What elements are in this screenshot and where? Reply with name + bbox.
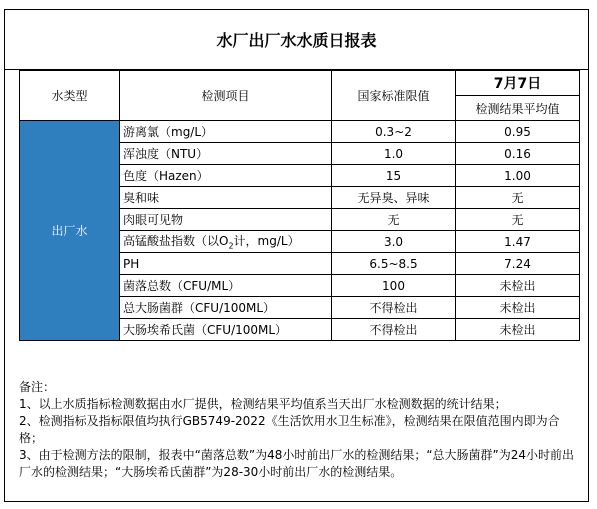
item-text-suffix: 计，mg/L） (233, 234, 300, 249)
item-cell: 游离氯（mg/L） (120, 121, 332, 143)
report-sheet (4, 9, 589, 502)
table-row (20, 121, 580, 143)
item-cell: 臭和味 (120, 187, 332, 209)
item-subscript: 2 (228, 241, 234, 251)
limit-cell: 不得检出 (332, 297, 456, 319)
result-cell: 7.24 (456, 253, 580, 275)
result-cell: 未检出 (456, 275, 580, 297)
water-quality-table (19, 70, 580, 341)
report-title: 水厂出厂水水质日报表 (5, 10, 588, 70)
limit-cell: 3.0 (332, 231, 456, 253)
note-line-2: 2、检测指标及指标限值均执行GB5749-2022《生活饮用水卫生标准》，检测结果在限值范围内即为合格； (19, 414, 560, 445)
item-cell: 菌落总数（CFU/ML） (120, 275, 332, 297)
result-cell: 未检出 (456, 319, 580, 341)
header-test-item: 检测项目 (120, 71, 332, 121)
limit-cell: 0.3~2 (332, 121, 456, 143)
limit-cell: 无异臭、异味 (332, 187, 456, 209)
limit-cell: 不得检出 (332, 319, 456, 341)
item-cell: 大肠埃希氏菌（CFU/100ML） (120, 319, 332, 341)
result-cell: 无 (456, 209, 580, 231)
limit-cell: 无 (332, 209, 456, 231)
item-cell: 总大肠菌群（CFU/100ML） (120, 297, 332, 319)
header-national-limit: 国家标准限值 (332, 71, 456, 121)
limit-cell: 100 (332, 275, 456, 297)
result-cell: 1.00 (456, 165, 580, 187)
header-result-average: 检测结果平均值 (456, 96, 580, 121)
item-cell: 肉眼可见物 (120, 209, 332, 231)
item-cell: 浑浊度（NTU） (120, 143, 332, 165)
limit-cell: 6.5~8.5 (332, 253, 456, 275)
result-cell: 无 (456, 187, 580, 209)
water-type-cell: 出厂水 (20, 121, 120, 341)
item-cell: PH (120, 253, 332, 275)
limit-cell: 15 (332, 165, 456, 187)
notes-section (19, 379, 579, 481)
item-text-prefix: 高锰酸盐指数（以O (123, 234, 229, 249)
header-date: 7月7日 (456, 71, 580, 96)
limit-cell: 1.0 (332, 143, 456, 165)
result-cell: 0.16 (456, 143, 580, 165)
result-cell: 未检出 (456, 297, 580, 319)
header-water-type: 水类型 (20, 71, 120, 121)
item-cell: 色度（Hazen） (120, 165, 332, 187)
note-line-3: 3、由于检测方法的限制，报表中“菌落总数”为48小时前出厂水的检测结果；“总大肠菌群”为24小时前出厂水的检测结果；“大肠埃希氏菌群”为28-30小时前出厂水的检测结果。 (19, 448, 575, 479)
note-line-1: 1、以上水质指标检测数据由水厂提供，检测结果平均值系当天出厂水检测数据的统计结果； (19, 397, 507, 411)
result-cell: 1.47 (456, 231, 580, 253)
result-cell: 0.95 (456, 121, 580, 143)
notes-heading: 备注： (19, 380, 56, 394)
item-cell (120, 231, 332, 253)
